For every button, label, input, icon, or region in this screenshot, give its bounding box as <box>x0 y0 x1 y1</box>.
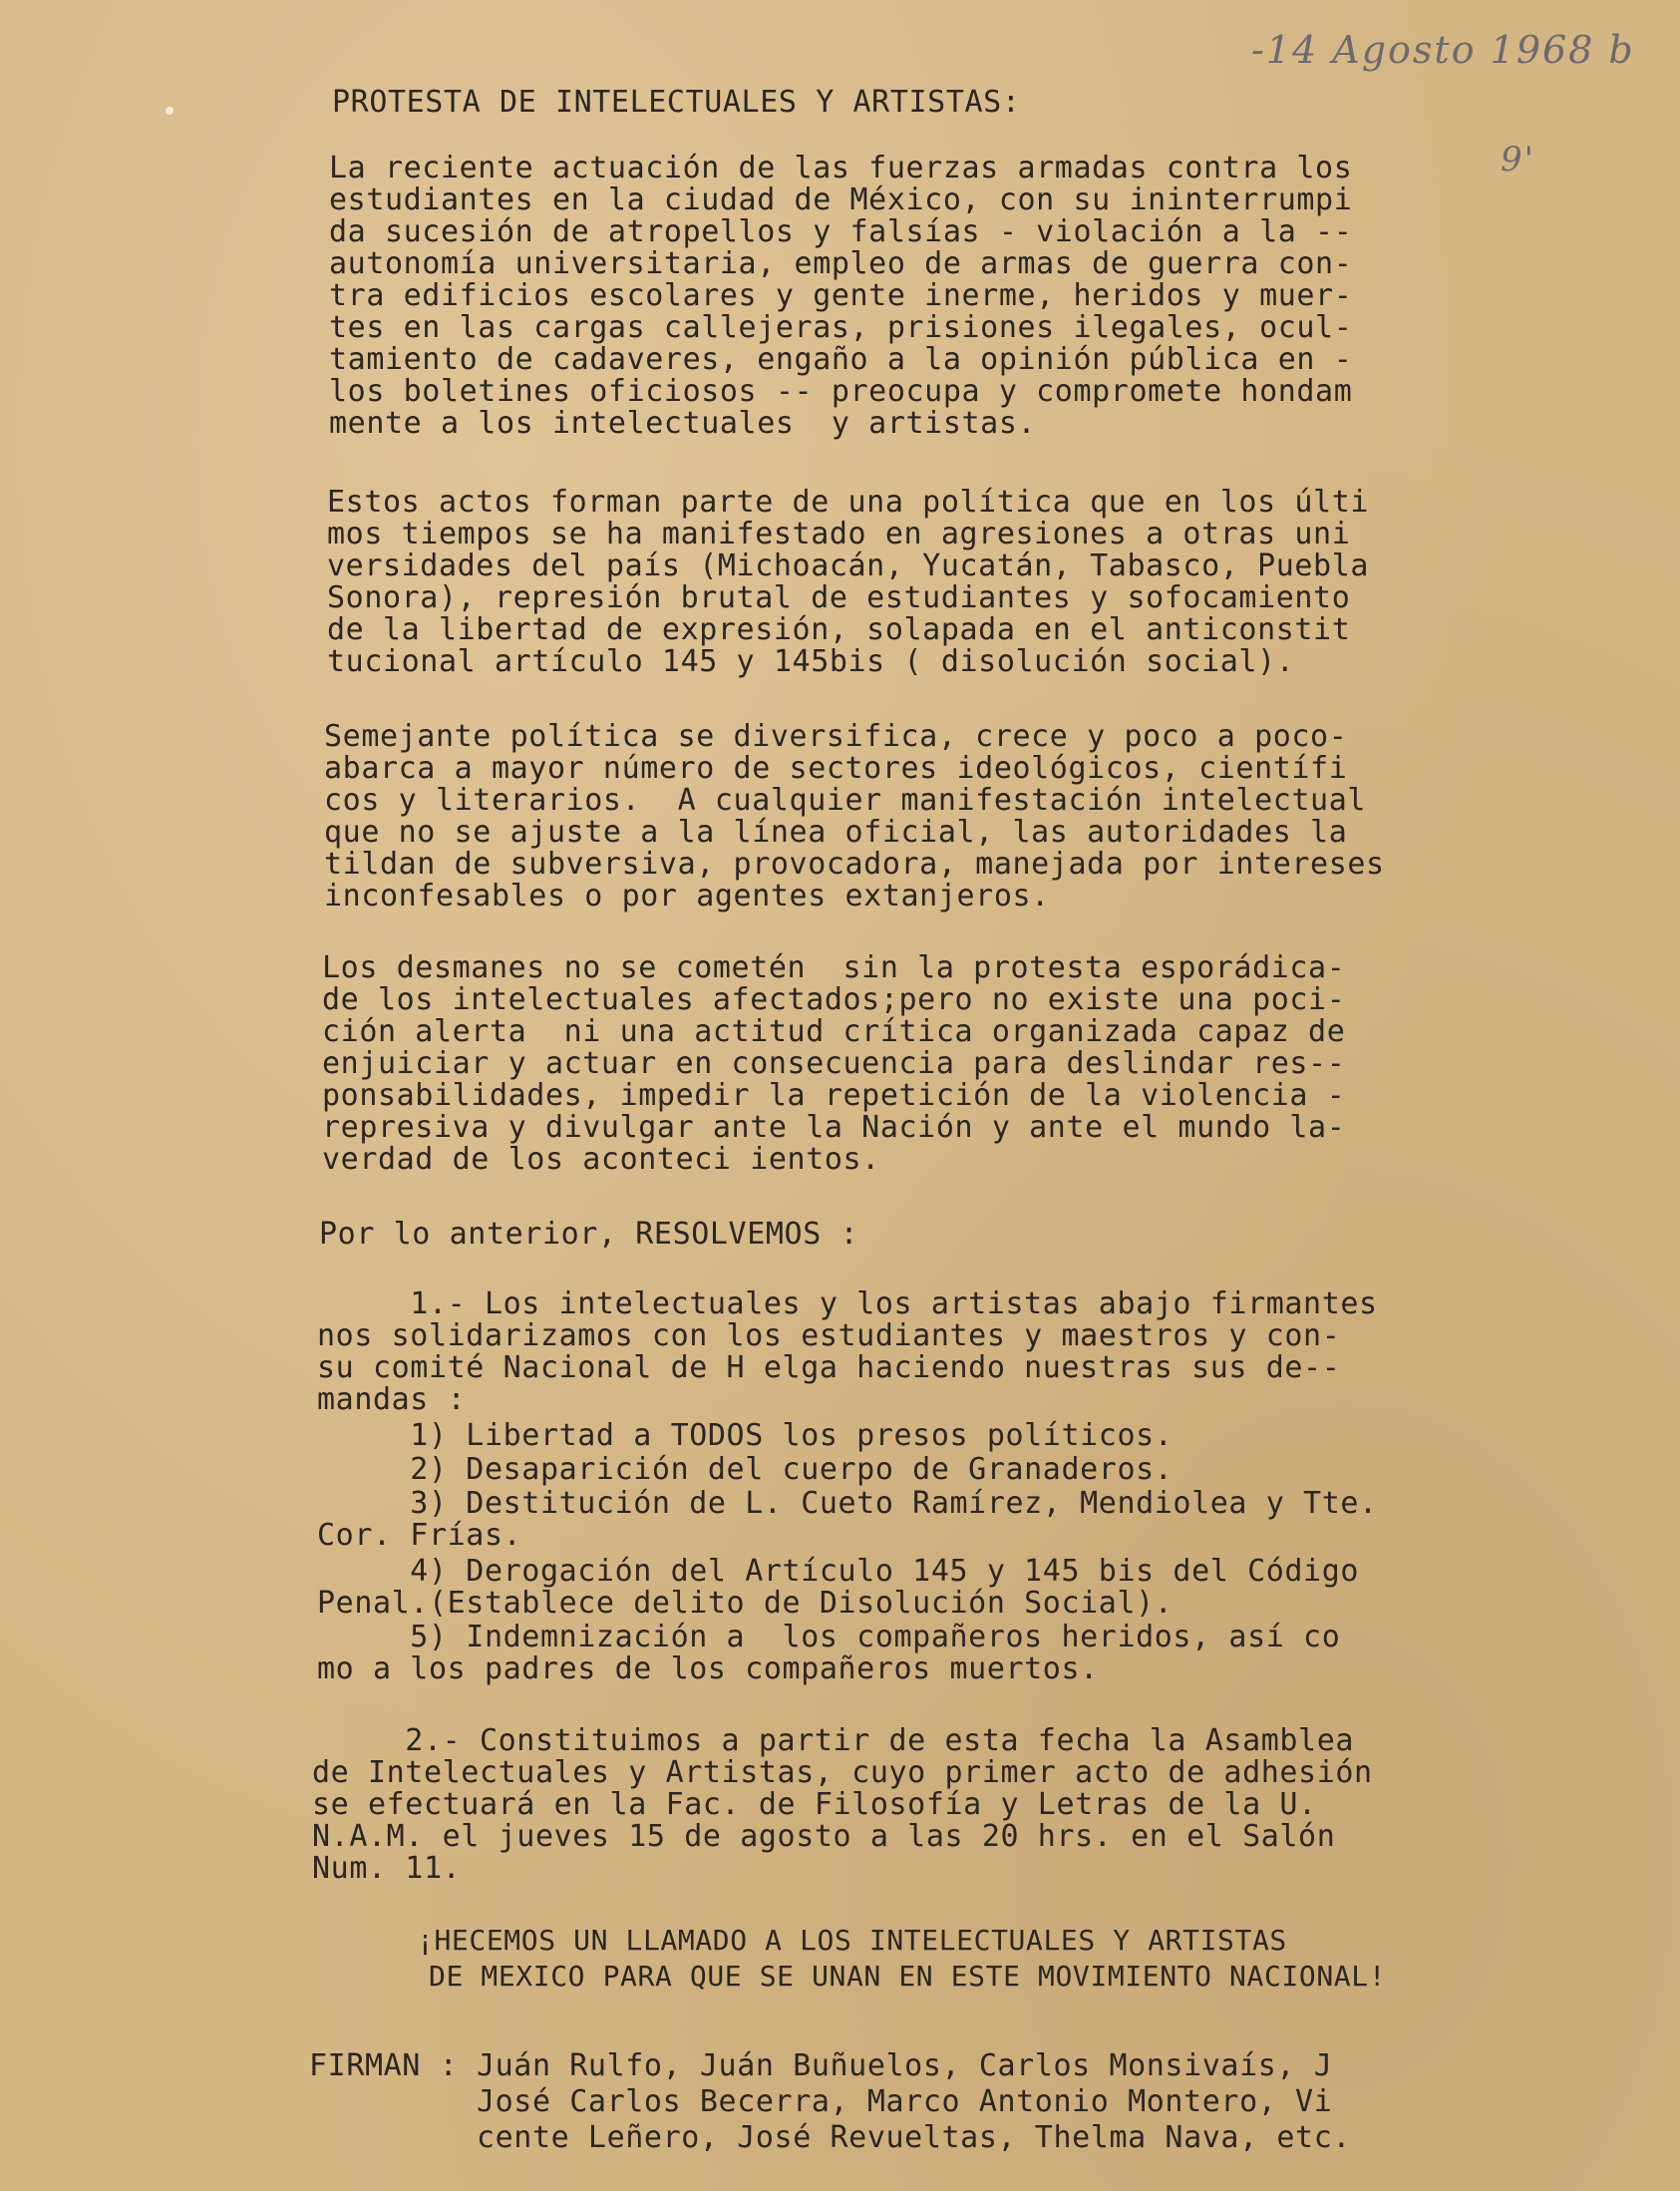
text-line: autonomía universitaria, empleo de armas de guerra con- <box>329 246 1353 281</box>
demand-item: 2) Desaparición del cuerpo de Granaderos. <box>317 1452 1174 1487</box>
call-line: DE MEXICO PARA QUE SE UNAN EN ESTE MOVIMIENTO NACIONAL! <box>429 1960 1387 1993</box>
handwritten-date-annotation: -14 Agosto 1968 b <box>1251 28 1635 72</box>
text-line: Num. 11. <box>312 1851 462 1886</box>
text-line: 1.- Los intelectuales y los artistas abajo firmantes <box>317 1286 1378 1321</box>
text-line: estudiantes en la ciudad de México, con su ininterrumpi <box>329 183 1353 217</box>
text-line: nos solidarizamos con los estudiantes y maestros y con- <box>317 1318 1341 1353</box>
text-line: de los intelectuales afectados;pero no existe una poci- <box>322 982 1346 1017</box>
text-line: tucional artículo 145 y 145bis ( disolución social). <box>327 644 1295 679</box>
text-line: que no se ajuste a la línea oficial, las autoridades la <box>324 815 1348 850</box>
resolvemos-heading: Por lo anterior, RESOLVEMOS : <box>319 1217 859 1252</box>
text-line: enjuiciar y actuar en consecuencia para deslindar res-- <box>322 1046 1346 1081</box>
text-line: tildan de subversiva, provocadora, manejada por intereses <box>324 847 1385 882</box>
text-line: da sucesión de atropellos y falsías - violación a la -- <box>329 214 1353 249</box>
text-line: mente a los intelectuales y artistas. <box>329 406 1037 441</box>
handwritten-folio-number: 9' <box>1501 140 1535 180</box>
demand-item: mo a los padres de los compañeros muertos. <box>317 1651 1099 1686</box>
text-line: tamiento de cadaveres, engaño a la opinión pública en - <box>329 342 1353 377</box>
text-line: los boletines oficiosos -- preocupa y compromete hondam <box>329 374 1353 409</box>
text-line: se efectuará en la Fac. de Filosofía y Letras de la U. <box>312 1787 1317 1822</box>
text-line: versidades del país (Michoacán, Yucatán, Tabasco, Puebla <box>327 548 1370 583</box>
text-line: de Intelectuales y Artistas, cuyo primer acto de adhesión <box>312 1755 1373 1790</box>
text-line: cos y literarios. A cualquier manifestación intelectual <box>324 783 1367 818</box>
signature-line: cente Leñero, José Revueltas, Thelma Nava, etc. <box>309 2120 1352 2155</box>
demand-item: Penal.(Establece delito de Disolución Social). <box>317 1586 1174 1621</box>
text-line: N.A.M. el jueves 15 de agosto a las 20 hrs. en el Salón <box>312 1819 1336 1854</box>
text-line: La reciente actuación de las fuerzas armadas contra los <box>329 151 1353 185</box>
demand-item: Cor. Frías. <box>317 1518 522 1553</box>
text-line: tes en las cargas callejeras, prisiones ilegales, ocul- <box>329 310 1353 345</box>
text-line: 2.- Constituimos a partir de esta fecha la Asamblea <box>312 1723 1355 1758</box>
text-line: inconfesables o por agentes extanjeros. <box>324 879 1050 913</box>
text-line: ponsabilidades, impedir la repetición de la violencia - <box>322 1078 1346 1113</box>
demand-item: 1) Libertad a TODOS los presos políticos. <box>317 1418 1174 1453</box>
document-title: PROTESTA DE INTELECTUALES Y ARTISTAS: <box>332 85 1021 120</box>
demand-item: 5) Indemnización a los compañeros heridos, así co <box>317 1620 1341 1654</box>
text-line: Semejante política se diversifica, crece y poco a poco- <box>324 719 1348 754</box>
text-line: verdad de los aconteci ientos. <box>322 1142 880 1177</box>
text-line: Estos actos forman parte de una política que en los últi <box>327 485 1370 520</box>
signature-line: José Carlos Becerra, Marco Antonio Montero, Vi <box>309 2084 1333 2119</box>
text-line: Sonora), represión brutal de estudiantes y sofocamiento <box>327 580 1351 615</box>
text-line: tra edificios escolares y gente inerme, heridos y muer- <box>329 278 1353 313</box>
call-line: ¡HECEMOS UN LLAMADO A LOS INTELECTUALES Y ARTISTAS <box>417 1924 1287 1957</box>
demand-item: 3) Destitución de L. Cueto Ramírez, Mendiolea y Tte. <box>317 1486 1378 1521</box>
text-line: abarca a mayor número de sectores ideológicos, científi <box>324 751 1348 786</box>
paper-speck <box>166 107 173 115</box>
text-line: ción alerta ni una actitud crítica organizada capaz de <box>322 1014 1346 1049</box>
text-line: su comité Nacional de H elga haciendo nuestras sus de-- <box>317 1350 1341 1385</box>
signature-line: FIRMAN : Juán Rulfo, Juán Buñuelos, Carlos Monsivaís, J <box>309 2048 1333 2083</box>
text-line: mandas : <box>317 1382 467 1417</box>
demand-item: 4) Derogación del Artículo 145 y 145 bis del Código <box>317 1554 1360 1589</box>
text-line: represiva y divulgar ante la Nación y ante el mundo la- <box>322 1110 1346 1145</box>
text-line: Los desmanes no se cometén sin la protesta esporádica- <box>322 950 1346 985</box>
text-line: de la libertad de expresión, solapada en el anticonstit <box>327 612 1351 647</box>
text-line: mos tiempos se ha manifestado en agresiones a otras uni <box>327 517 1351 551</box>
